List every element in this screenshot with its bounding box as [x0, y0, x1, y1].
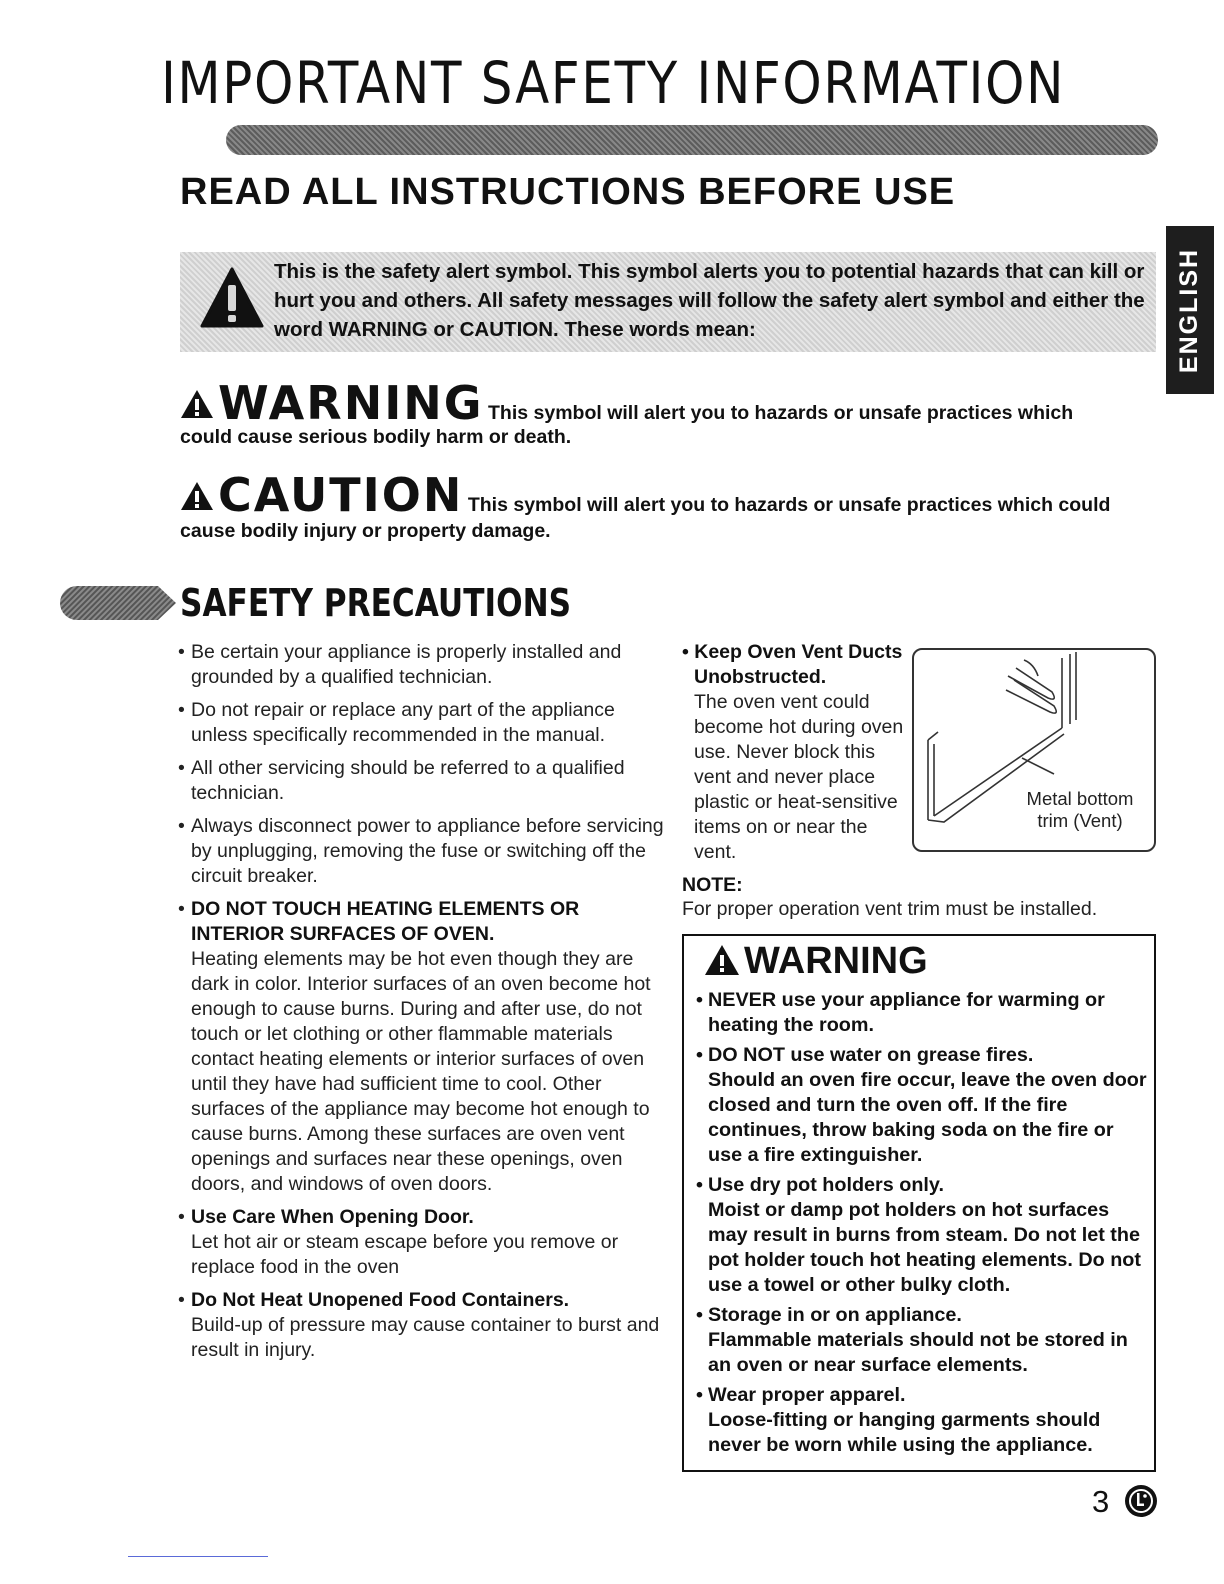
list-item	[696, 1383, 1150, 1458]
warning-triangle-icon	[704, 944, 740, 976]
list-item-text: All other servicing should be referred to a qualified technician.	[191, 757, 625, 804]
list-item	[696, 1303, 1150, 1378]
list-item-text: Moist or damp pot holders on hot surfaces may result in burns from steam. Do not let the pot holder touch hot heating elements. Do not use a towel or other bulky cloth.	[708, 1199, 1141, 1296]
list-item-text: Flammable materials should not be stored in an oven or near surface elements.	[708, 1329, 1128, 1376]
warning-triangle-icon	[200, 266, 264, 330]
list-item	[696, 1173, 1150, 1298]
caution-word: CAUTION	[218, 468, 464, 522]
list-item-heading: • NEVER use your appliance for warming or heating the room.	[708, 989, 1105, 1036]
caution-definition-text-2: cause bodily injury or property damage.	[180, 520, 551, 542]
warning-word: WARNING	[218, 376, 484, 430]
vent-precaution	[682, 640, 912, 865]
list-item-text: Always disconnect power to appliance before servicing by unplugging, removing the fuse or switching off the circuit breaker.	[191, 815, 664, 887]
vent-precaution-text: The oven vent could become hot during oven use. Never block this vent and never place plastic or heat-sensitive items on or near the vent.	[694, 691, 904, 863]
list-item-text: Let hot air or steam escape before you remove or replace food in the oven	[191, 1231, 619, 1278]
safety-precautions-heading: SAFETY PRECAUTIONS	[180, 581, 572, 625]
list-item-text: Heating elements may be hot even though they are dark in color. Interior surfaces of an oven become hot enough to cause burns. During and after use, do not touch or let clothing or other flammable materials contact heating elements or interior surfaces of oven until they have had sufficient time to cool. Other surfaces of the appliance may become hot enough to cause burns. Among these surfaces are oven vent openings and surfaces near these openings, oven doors, and windows of oven doors.	[191, 948, 651, 1195]
list-item-heading: • Use Care When Opening Door.	[191, 1206, 474, 1228]
lg-logo-icon	[1124, 1484, 1158, 1518]
list-item-heading: • DO NOT use water on grease fires.	[708, 1044, 1034, 1066]
list-item-text: Do not repair or replace any part of the appliance unless specifically recommended in the manual.	[191, 699, 615, 746]
list-item-text: Should an oven fire occur, leave the oven door closed and turn the oven off. If the fire continues, throw baking soda on the fire or use a fire extinguisher.	[708, 1069, 1147, 1166]
warning-definition-text: This symbol will alert you to hazards or unsafe practices which	[488, 402, 1074, 424]
page-number: 3	[1092, 1484, 1110, 1519]
list-item-text: Loose-fitting or hanging garments should never be worn while using the appliance.	[708, 1409, 1101, 1456]
note-text: For proper operation vent trim must be installed.	[682, 898, 1098, 920]
list-item-heading: • Storage in or on appliance.	[708, 1304, 962, 1326]
language-tab	[1166, 226, 1214, 394]
list-item-text: Build-up of pressure may cause container to burst and result in injury.	[191, 1314, 660, 1361]
list-item	[176, 1205, 666, 1280]
warning-list	[696, 988, 1150, 1463]
list-item	[696, 988, 1150, 1038]
list-item	[696, 1043, 1150, 1168]
warning-box-title-text: WARNING	[744, 940, 928, 982]
safety-alert-text: This is the safety alert symbol. This symbol alerts you to potential hazards that can kill or hurt you and others. All safety messages will follow the safety alert symbol and either the word WARNING or CAUTION. These words mean:	[274, 260, 1145, 341]
list-item	[176, 756, 666, 806]
list-item	[176, 698, 666, 748]
list-item-heading: • Use dry pot holders only.	[708, 1174, 944, 1196]
note-label: NOTE:	[682, 874, 743, 896]
list-item	[176, 640, 666, 690]
warning-triangle-icon	[180, 481, 214, 511]
vent-caption: Metal bottom trim (Vent)	[1026, 788, 1134, 831]
language-tab-label: ENGLISH	[1175, 247, 1204, 373]
title-divider	[226, 125, 1158, 155]
page-title: IMPORTANT SAFETY INFORMATION	[161, 49, 1066, 117]
warning-definition-text-2: could cause serious bodily harm or death.	[180, 426, 572, 448]
warning-box-title	[704, 936, 928, 986]
list-item	[176, 897, 666, 1197]
caution-definition-text: This symbol will alert you to hazards or unsafe practices which could	[467, 494, 1111, 516]
warning-triangle-icon	[180, 389, 214, 419]
list-item-heading: • DO NOT TOUCH HEATING ELEMENTS OR INTERIOR SURFACES OF OVEN.	[191, 898, 580, 945]
section-arrow-icon	[60, 586, 176, 620]
precautions-left-column	[176, 640, 666, 1371]
read-instructions-heading: READ ALL INSTRUCTIONS BEFORE USE	[180, 171, 956, 213]
list-item	[176, 814, 666, 889]
list-item-heading: • Wear proper apparel.	[708, 1384, 906, 1406]
vent-precaution-heading: • Keep Oven Vent Ducts Unobstructed.	[682, 641, 903, 688]
list-item-heading: • Do Not Heat Unopened Food Containers.	[191, 1289, 570, 1311]
list-item	[176, 1288, 666, 1363]
footer-divider	[128, 1556, 268, 1557]
list-item-text: Be certain your appliance is properly installed and grounded by a qualified technician.	[191, 641, 622, 688]
